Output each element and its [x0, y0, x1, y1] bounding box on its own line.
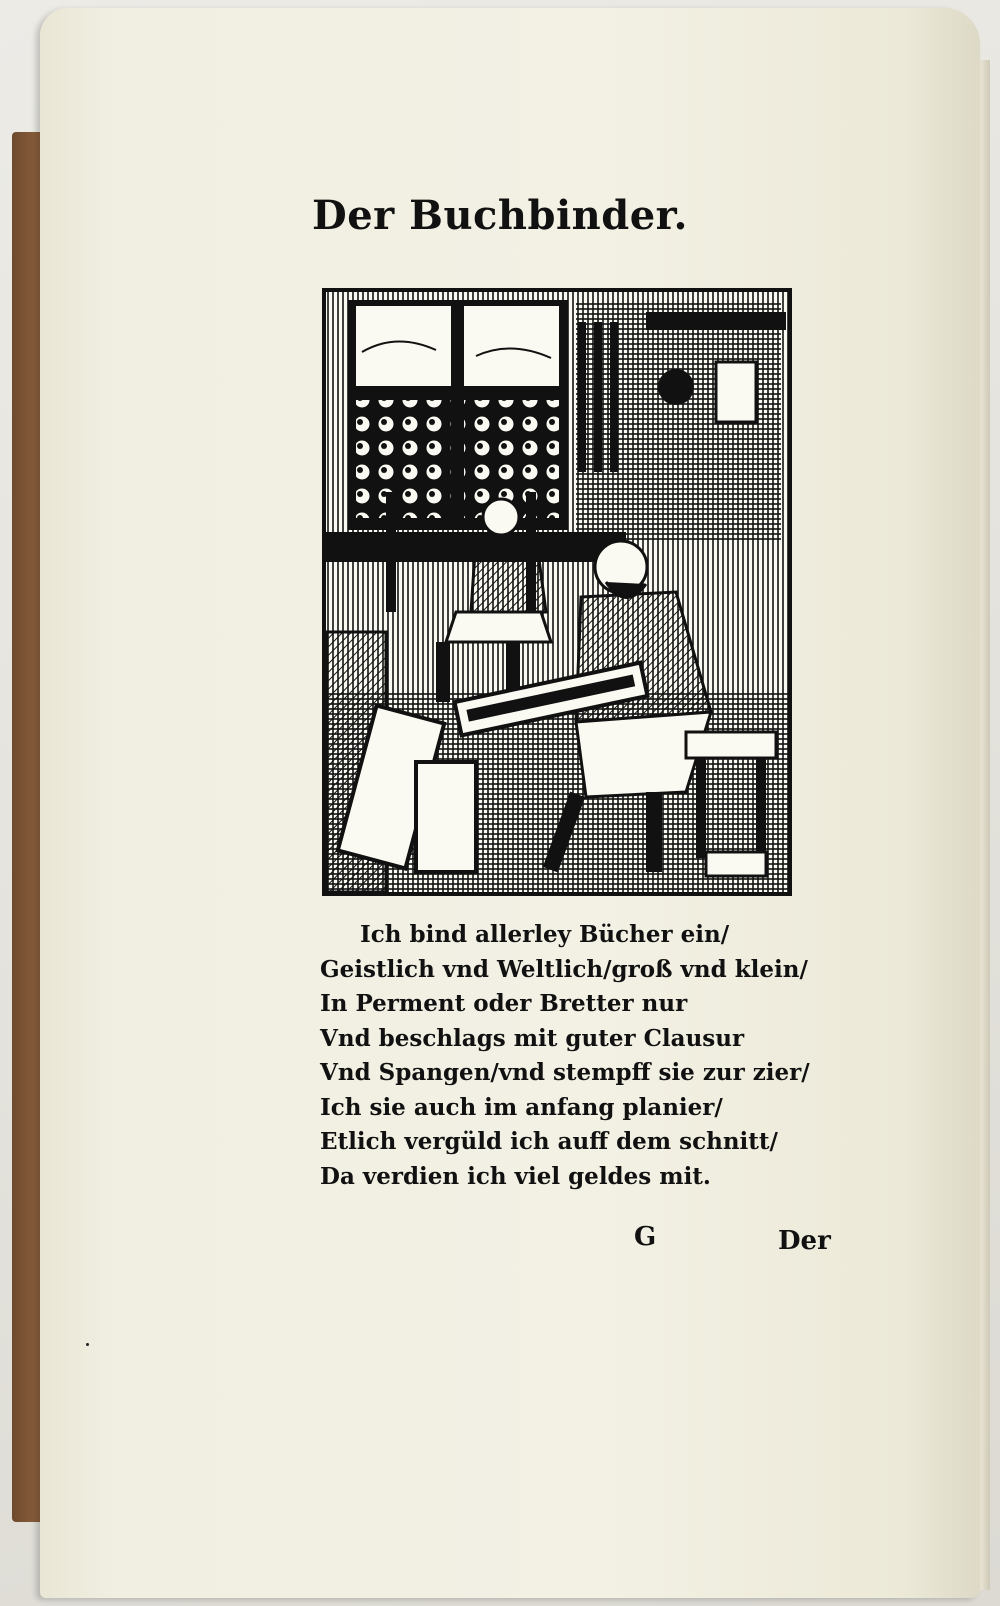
bookbinder-woodcut-illustration	[322, 288, 792, 896]
verse-line: Etlich vergüld ich auff dem schnitt/	[320, 1128, 778, 1155]
verse-line: Ich bind allerley Bücher ein/	[360, 921, 730, 948]
verse-block	[320, 918, 840, 1194]
woodcut-image	[326, 292, 788, 892]
verse-line: Ich sie auch im anfang planier/	[320, 1093, 723, 1121]
verse-line: Vnd beschlags mit guter Clausur	[320, 1024, 745, 1052]
verse-line: Da verdien ich viel geldes mit.	[320, 1162, 711, 1190]
signature-mark: G	[634, 1222, 657, 1252]
page-title: Der Buchbinder.	[312, 192, 688, 239]
verse-line: In Perment oder Bretter nur	[320, 990, 688, 1017]
ink-speck	[86, 1343, 89, 1346]
catchword: Der	[778, 1226, 831, 1256]
verse-line: Vnd Spangen/vnd stempff sie zur zier/	[320, 1059, 810, 1086]
verse-line: Geistlich vnd Weltlich/groß vnd klein/	[320, 955, 808, 983]
